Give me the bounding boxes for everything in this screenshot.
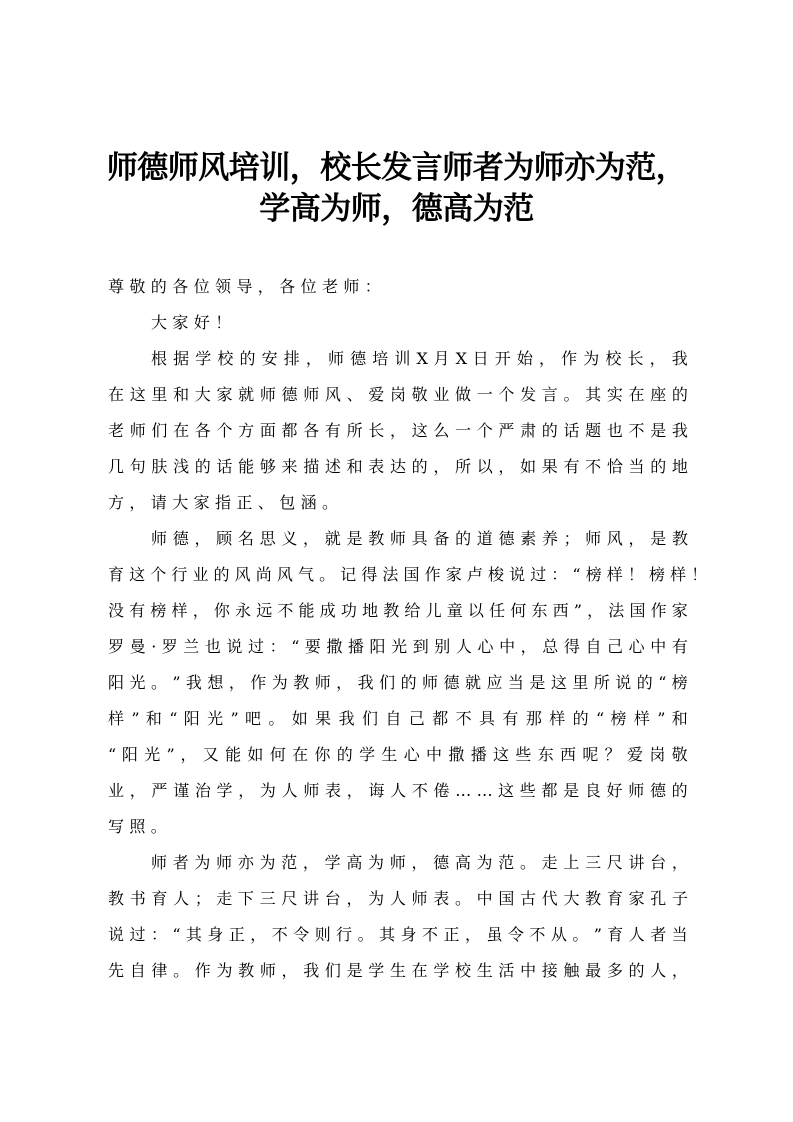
paragraph-line: 几 句 肤 浅 的 话 能 够 来 描 述 和 表 达 的 ， 所 以 ， 如 果 有 不 恰 当 的 地 [108,457,688,476]
document-title [100,148,693,230]
paragraph-line: 师 者 为 师 亦 为 范 ， 学 高 为 师 ， 德 高 为 范 。 走 上 三 尺 讲 台 ， [151,853,688,872]
paragraph-1 [108,341,688,521]
paragraph-line: 写照。 [108,817,173,836]
paragraph-line: 先 自 律 。 作 为 教 师 ， 我 们 是 学 生 在 学 校 生 活 中 接 触 最 多 的 人 ， [108,961,688,980]
title-line-1: 师德师风培训，校长发言师者为师亦为范， [106,150,687,186]
paragraph-line: 说 过 ： “ 其 身 正 ， 不 令 则 行 。 其 身 不 正 ， 虽 令 不 从 。 ” 育 人 者 当 [108,925,688,944]
paragraph-line: 方，请大家指正、包涵。 [108,493,344,512]
paragraph-line: 业 ， 严 谨 治 学 ， 为 人 师 表 ， 诲 人 不 倦 … … 这 些 都 是 良 好 师 德 的 [108,781,688,800]
paragraph-2 [108,521,708,845]
greeting: 大家好！ [151,313,237,332]
paragraph-line: 罗 曼 · 罗 兰 也 说 过 ： “ 要 撒 播 阳 光 到 别 人 心 中 ， 总 得 自 己 心 中 有 [108,637,688,656]
paragraph-line: 育 这 个 行 业 的 风 尚 风 气 。 记 得 法 国 作 家 卢 梭 说 过 ： “ 榜 样 ！ 榜 样 ！ [108,565,708,584]
document-body [108,269,708,989]
paragraph-line: 师 德 ， 顾 名 思 义 ， 就 是 教 师 具 备 的 道 德 素 养 ； 师 风 ， 是 教 [151,529,688,548]
paragraph-line: 样 ” 和 “ 阳 光 ” 吧 。 如 果 我 们 自 己 都 不 具 有 那 样 的 “ 榜 样 ” 和 [108,709,688,728]
paragraph-line: 教 书 育 人 ； 走 下 三 尺 讲 台 ， 为 人 师 表 。 中 国 古 代 大 教 育 家 孔 子 [108,889,688,908]
paragraph-3 [108,845,688,989]
paragraph-line: 根 据 学 校 的 安 排 ， 师 德 培 训 X 月 X 日 开 始 ， 作 为 校 长 ， 我 [151,349,688,368]
paragraph-line: 没 有 榜 样 ， 你 永 远 不 能 成 功 地 教 给 儿 童 以 任 何 东 西 ” ， 法 国 作 家 [108,601,688,620]
paragraph-line: 阳 光 。 ” 我 想 ， 作 为 教 师 ， 我 们 的 师 德 就 应 当 是 这 里 所 说 的 “ 榜 [108,673,688,692]
paragraph-line: “ 阳 光 ” ， 又 能 如 何 在 你 的 学 生 心 中 撒 播 这 些 东 西 呢 ？ 爱 岗 敬 [108,745,688,764]
paragraph-line: 老 师 们 在 各 个 方 面 都 各 有 所 长 ， 这 么 一 个 严 肃 的 话 题 也 不 是 我 [108,421,688,440]
title-line-2: 学高为师，德高为范 [259,191,534,227]
salutation: 尊敬的各位领导，各位老师： [108,277,387,296]
paragraph-line: 在 这 里 和 大 家 就 师 德 师 风 、 爱 岗 敬 业 做 一 个 发 言 。 其 实 在 座 的 [108,385,688,404]
